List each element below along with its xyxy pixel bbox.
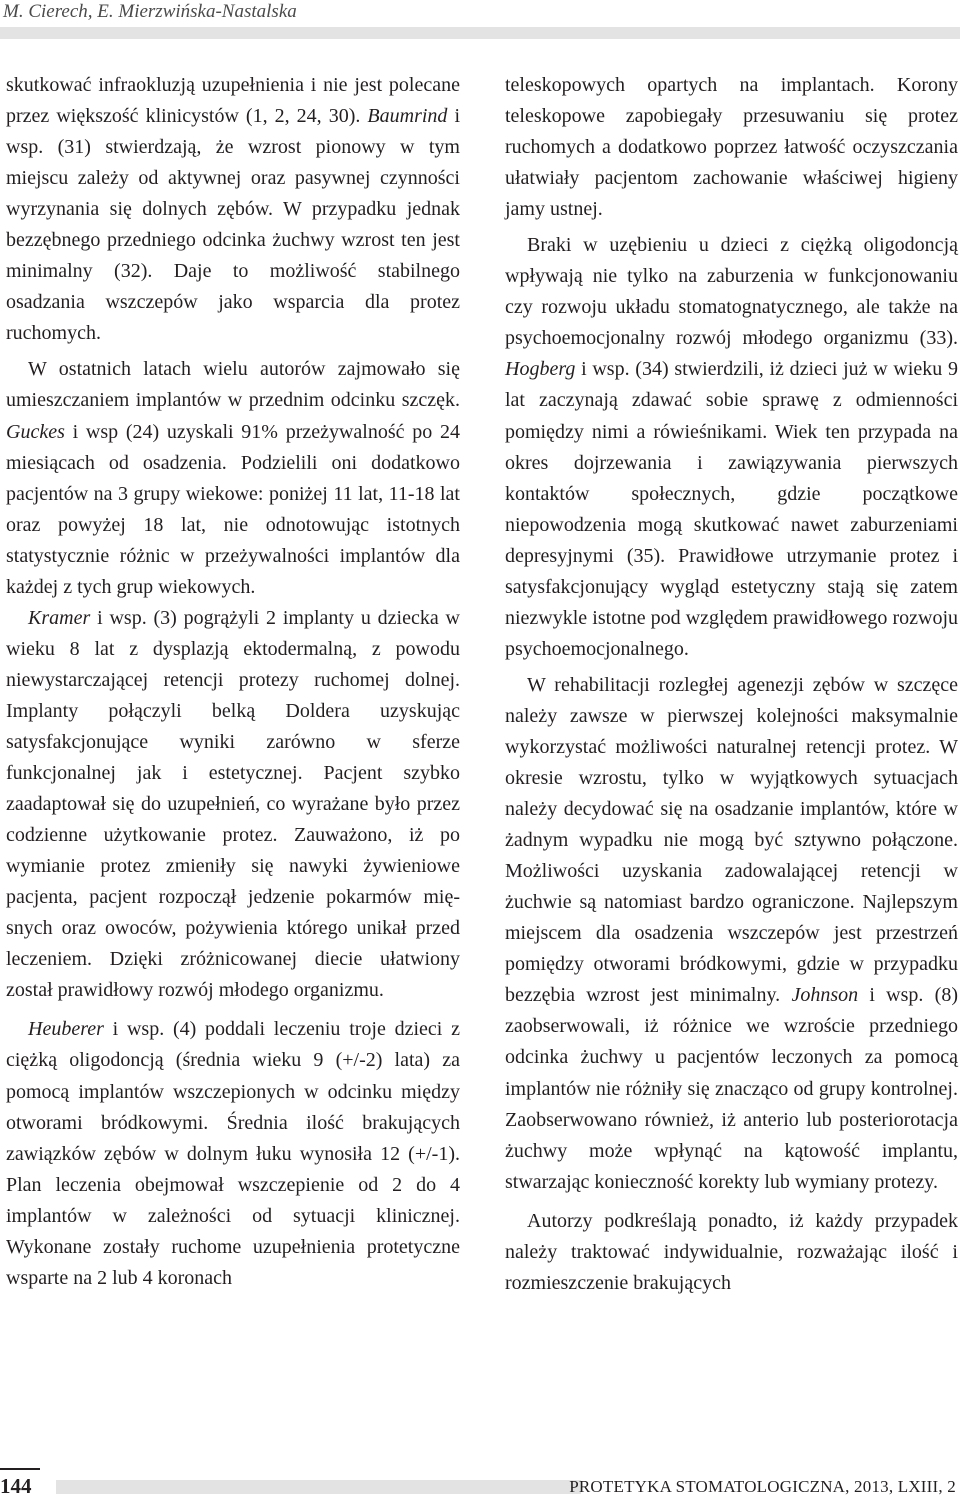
cited-author: Hogberg bbox=[505, 358, 576, 381]
paragraph-text: Autorzy podkreślają ponadto, iż każdy przypadek należy traktować indywidualnie, rozważając ilość i rozmieszczenie brakujących bbox=[505, 1209, 958, 1294]
right-column bbox=[505, 70, 958, 1299]
paragraph bbox=[6, 603, 460, 1007]
paragraph-text: i wsp (24) uzyskali 91% przeżywalność po 24 miesiącach od osadzenia. Podzielili oni dodatkowo pacjentów na 3 grupy wiekowe: poniżej 11 lat, 11-18 lat oraz powyżej 18 lat, nie odnotowując istotnych statystycznie różnic w przeżywalności implantów dla każdej z tych grup wiekowych. bbox=[6, 420, 460, 598]
page-number-rule bbox=[0, 1468, 40, 1470]
footer-rule bbox=[56, 1480, 581, 1494]
page-number: 144 bbox=[0, 1474, 32, 1498]
cited-author: Johnson bbox=[791, 984, 859, 1007]
paragraph bbox=[6, 1014, 460, 1293]
running-head-authors: M. Cierech, E. Mierzwińska-Nastalska bbox=[3, 1, 297, 22]
paragraph-text: i wsp. (31) stwierdzają, że wzrost pionowy w tym miejscu zależy od aktywnej oraz pasywnej czynności wyrzynania się dolnych zębów. W przypadku jednak bezzębnego przedniego odcinka żuchwy wzrost ten jest minimalny (32). Daje to możliwość stabilnego osadzania wszczepów jako wsparcia dla protez ruchomych. bbox=[6, 105, 460, 345]
paragraph bbox=[505, 70, 958, 225]
left-column bbox=[6, 70, 460, 1294]
paragraph-text: W rehabilitacji rozległej agenezji zębów w szczęce należy zawsze w pierwszej kolejności maksymalnie wykorzystać możliwości naturalnej retencji protez. W okresie wzrostu, tylko w wyjątkowych sytuacjach należy decydować się na osadzanie implantów, które w żadnym wypadku nie mogą być sztywno połączone. Możliwości uzyskania zadowalającej retencji w żuchwie są natomiast bardzo ograniczone. Najlepszym miejscem dla osadzenia wszczepów jest przestrzeń pomiędzy otworami bródkowymi, gdzie w przypadku bezzębia wzrost jest minimalny. bbox=[505, 673, 958, 1007]
cited-author: Heuberer bbox=[28, 1018, 104, 1041]
paragraph-text: i wsp. (8) zaobserwowali, iż różnice we wzroście przedniego odcinka żuchwy u pacjentów leczonych za pomocą implantów nie różniły się znacząco od grupy kontrolnej. Zaobserwowano również, iż anterio lub posteriorotacja żuchwy może wpłynąć na kątowość implantu, stwarzając konieczność korekty lub wymiany protezy. bbox=[505, 984, 958, 1193]
paragraph-text: i wsp. (3) pogrążyli 2 implanty u dziecka w wieku 8 lat z dysplazją ektodermalną, z powodu niewystarczającej retencji protezy ruchomej dolnej. Implanty połączyli belką Doldera uzyskując satysfakcjonujące wyniki zarówno w sferze funkcjonalnej jak i estetycznej. Pacjent szybko zaadaptował się do uzupełnień, co wyrażane było przez codzienne użytkowanie protez. Zauważono, iż po wymianie protez zmieniły się nawyki żywieniowe pacjenta, pacjent rozpoczął jedzenie pokarmów mięsnych oraz owoców, pożywienia którego unikał przed leczeniem. Dzięki zróżnicowanej diecie ułatwiony został prawidłowy rozwój młodego organizmu. bbox=[6, 606, 460, 1002]
paragraph bbox=[505, 670, 958, 1198]
paragraph-text: W ostatnich latach wielu autorów zajmowało się umieszczaniem implantów w przednim odcinku szczęk. bbox=[6, 358, 460, 412]
journal-citation: PROTETYKA STOMATOLOGICZNA, 2013, LXIII, 2 bbox=[569, 1477, 956, 1496]
paragraph-text: Braki w uzębieniu u dzieci z ciężką oligodoncją wpływają nie tylko na zaburzenia w funkcjonowaniu czy rozwoju układu stomatognatycznego, ale także na psychoemocjonalny rozwój młodego organizmu (33). bbox=[505, 234, 958, 350]
paragraph bbox=[505, 230, 958, 665]
paragraph-text: i wsp. (4) poddali leczeniu troje dzieci z ciężką oligodoncją (średnia wieku 9 (+/-2) lata) za pomocą implantów wszczepionych w odcinku między otworami bródkowymi. Średnia ilość brakujących zawiązków zębów w dolnym łuku wynosiła 12 (+/-1). Plan leczenia obejmował wszczepienie od 2 do 4 implantów w zależności od sytuacji klinicznej. Wykonane zostały ruchome uzupełnienia protetyczne wsparte na 2 lub 4 koronach bbox=[6, 1018, 460, 1289]
cited-author: Kramer bbox=[28, 606, 91, 629]
cited-author: Guckes bbox=[6, 420, 65, 443]
paragraph bbox=[6, 354, 460, 602]
paragraph bbox=[505, 1206, 958, 1299]
paragraph-text: i wsp. (34) stwierdzili, iż dzieci już w wieku 9 lat zaczynają zdawać sobie sprawę z odmienności pomiędzy nimi a rówieśnikami. Wiek ten przypada na okres dojrzewania i zawiązywania pierwszych kontaktów społecznych, gdzie początkowe niepowodzenia mogą skutkować nawet zaburzeniami depresyjnymi (35). Prawidłowe utrzymanie protez i satysfakcjonujący wygląd estetyczny stają się zatem niezwykle istotne pod względem prawidłowego rozwoju psychoemocjonalnego. bbox=[505, 358, 958, 660]
paragraph-text: skutkować infraokluzją uzupełnienia i nie jest polecane przez większość klinicystów (1, 2, 24, 30). bbox=[6, 74, 460, 128]
cited-author: Baumrind bbox=[367, 105, 448, 128]
header-rule bbox=[0, 27, 960, 39]
paragraph-text: teleskopowych opartych na implantach. Korony teleskopowe zapobiegały przesuwaniu się protez ruchomych a dodatkowo poprzez łatwość oczyszczania ułatwiały pacjentom zachowanie właściwej higieny jamy ustnej. bbox=[505, 74, 958, 221]
paragraph bbox=[6, 70, 460, 349]
